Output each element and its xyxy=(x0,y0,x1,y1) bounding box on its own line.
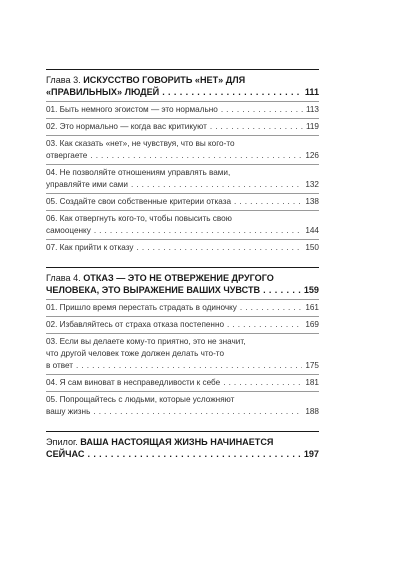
chapter-heading xyxy=(46,74,319,101)
leader-dots xyxy=(223,377,302,389)
chapter-heading xyxy=(46,436,319,463)
leader-dots xyxy=(90,150,302,162)
page-number: 169 xyxy=(305,320,319,329)
toc-entry xyxy=(46,135,319,164)
toc-entry xyxy=(46,239,319,256)
toc-entry xyxy=(46,333,319,374)
toc-entry xyxy=(46,164,319,193)
chapter-label: Эпилог. xyxy=(46,437,78,447)
page-number: 161 xyxy=(305,303,319,312)
entry-title-cont: самооценку xyxy=(46,226,91,235)
entry-title: 05. Попрощайтесь с людьми, которые усложняют xyxy=(46,395,235,404)
chapter-title-cont: ЧЕЛОВЕКА, ЭТО ВЫРАЖЕНИЕ ВАШИХ ЧУВСТВ xyxy=(46,285,261,295)
entry-title: 02. Избавляйтесь от страха отказа постепенно xyxy=(46,320,225,329)
entry-title: 03. Если вы делаете кому-то приятно, это не значит, xyxy=(46,337,246,346)
toc-entry xyxy=(46,118,319,135)
leader-dots xyxy=(221,104,303,116)
toc-entry xyxy=(46,316,319,333)
toc-entry xyxy=(46,210,319,239)
page-number: 138 xyxy=(305,197,319,206)
leader-dots xyxy=(94,225,303,237)
entry-title: 02. Это нормально — когда вас критикуют xyxy=(46,122,207,131)
page-number: 150 xyxy=(305,243,319,252)
page-number: 113 xyxy=(305,105,319,114)
chapter-heading xyxy=(46,272,319,299)
leader-dots xyxy=(131,179,302,191)
epilogue xyxy=(46,431,319,463)
leader-dots xyxy=(93,406,302,418)
leader-dots xyxy=(227,319,302,331)
toc-entry xyxy=(46,299,319,316)
leader-dots xyxy=(76,360,302,372)
entry-title: 04. Не позволяйте отношениям управлять вами, xyxy=(46,168,231,177)
entry-title: 05. Создайте свои собственные критерии отказа xyxy=(46,197,232,206)
page-number: 188 xyxy=(305,407,319,416)
leader-dots xyxy=(210,121,303,133)
entry-title: 04. Я сам виноват в несправедливости к себе xyxy=(46,378,221,387)
leader-dots xyxy=(87,448,300,460)
entry-title: 01. Быть немного эгоистом — это нормально xyxy=(46,105,218,114)
entry-title: 06. Как отвергнуть кого-то, чтобы повысить свою xyxy=(46,214,232,223)
chapter-3 xyxy=(46,69,319,256)
page-number: 197 xyxy=(303,449,319,459)
page-number: 119 xyxy=(305,122,319,131)
entry-title: 01. Пришло время перестать страдать в одиночку xyxy=(46,303,237,312)
page-number: 111 xyxy=(304,87,319,97)
chapter-label: Глава 3. xyxy=(46,75,81,85)
toc-entry xyxy=(46,391,319,420)
page-number: 132 xyxy=(305,180,319,189)
chapter-title: ИСКУССТВО ГОВОРИТЬ «НЕТ» ДЛЯ xyxy=(83,75,246,85)
chapter-label: Глава 4. xyxy=(46,273,81,283)
entry-title-cont: в ответ xyxy=(46,361,74,370)
page-number: 126 xyxy=(305,151,319,160)
page-number: 175 xyxy=(305,361,319,370)
toc-entry xyxy=(46,374,319,391)
table-of-contents xyxy=(46,69,319,463)
leader-dots xyxy=(137,242,303,254)
entry-title-cont: что другой человек тоже должен делать что-то xyxy=(46,349,225,358)
page-number: 144 xyxy=(305,226,319,235)
chapter-4 xyxy=(46,267,319,420)
toc-entry xyxy=(46,101,319,118)
chapter-title-cont: СЕЙЧАС xyxy=(46,449,85,459)
page-number: 181 xyxy=(305,378,319,387)
leader-dots xyxy=(240,302,302,314)
entry-title: 07. Как прийти к отказу xyxy=(46,243,134,252)
leader-dots xyxy=(162,86,302,98)
chapter-title: ВАША НАСТОЯЩАЯ ЖИЗНЬ НАЧИНАЕТСЯ xyxy=(80,437,274,447)
toc-entry xyxy=(46,193,319,210)
entry-title-cont: отвергаете xyxy=(46,151,88,160)
page-number: 159 xyxy=(303,285,319,295)
entry-title-cont: управляйте ими сами xyxy=(46,180,128,189)
entry-title: 03. Как сказать «нет», не чувствуя, что вы кого-то xyxy=(46,139,235,148)
chapter-title-cont: «ПРАВИЛЬНЫХ» ЛЮДЕЙ xyxy=(46,87,160,97)
chapter-title: ОТКАЗ — ЭТО НЕ ОТВЕРЖЕНИЕ ДРУГОГО xyxy=(83,273,274,283)
leader-dots xyxy=(234,196,302,208)
leader-dots xyxy=(263,284,301,296)
entry-title-cont: вашу жизнь xyxy=(46,407,91,416)
